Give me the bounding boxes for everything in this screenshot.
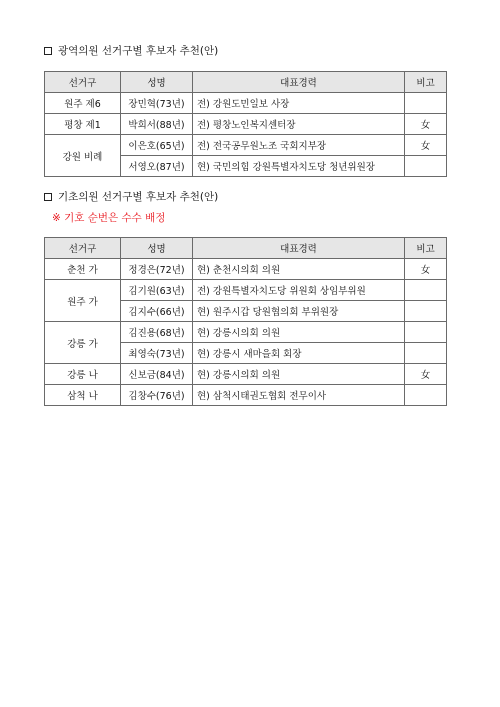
cell-name: 김지수(66년) (121, 301, 193, 322)
cell-name: 박희서(88년) (121, 114, 193, 135)
header-district: 선거구 (45, 238, 121, 259)
cell-career: 현) 원주시갑 당원협의회 부위원장 (193, 301, 405, 322)
cell-name: 장민혁(73년) (121, 93, 193, 114)
cell-note (405, 156, 447, 177)
table-row (45, 114, 447, 135)
cell-career: 전) 강원도민일보 사장 (193, 93, 405, 114)
cell-career: 현) 강릉시의회 의원 (193, 322, 405, 343)
cell-note (405, 343, 447, 364)
cell-district: 강릉 나 (45, 364, 121, 385)
section-title-metropolitan (44, 44, 218, 58)
cell-district: 원주 가 (45, 280, 121, 322)
cell-career: 전) 강원특별자치도당 위원회 상임부위원 (193, 280, 405, 301)
table-row (45, 93, 447, 114)
header-name: 성명 (121, 238, 193, 259)
cell-name: 김기원(63년) (121, 280, 193, 301)
header-career: 대표경력 (193, 72, 405, 93)
table-row (45, 322, 447, 343)
cell-career: 현) 강릉시의회 의원 (193, 364, 405, 385)
metropolitan-candidates-table (44, 71, 447, 177)
section-title-text: 기초의원 선거구별 후보자 추천(안) (58, 191, 219, 203)
cell-note (405, 93, 447, 114)
cell-career: 전) 전국공무원노조 국회지부장 (193, 135, 405, 156)
cell-career: 현) 춘천시의회 의원 (193, 259, 405, 280)
cell-career: 현) 삼척시태권도협회 전무이사 (193, 385, 405, 406)
cell-district: 삼척 나 (45, 385, 121, 406)
cell-district: 강원 비례 (45, 135, 121, 177)
table-row (45, 280, 447, 301)
cell-note (405, 301, 447, 322)
cell-district: 평창 제1 (45, 114, 121, 135)
cell-note (405, 280, 447, 301)
cell-district: 춘천 가 (45, 259, 121, 280)
ordering-note: ※ 기호 순번은 수수 배정 (52, 212, 166, 224)
section-title-local (44, 190, 218, 204)
header-career: 대표경력 (193, 238, 405, 259)
table-row (45, 385, 447, 406)
header-note: 비고 (405, 72, 447, 93)
cell-note (405, 322, 447, 343)
table-row (45, 259, 447, 280)
header-district: 선거구 (45, 72, 121, 93)
cell-name: 최영숙(73년) (121, 343, 193, 364)
checkbox-square-icon (44, 47, 52, 55)
table-row (45, 364, 447, 385)
header-name: 성명 (121, 72, 193, 93)
cell-note: 女 (405, 114, 447, 135)
checkbox-square-icon (44, 193, 52, 201)
section-title-text: 광역의원 선거구별 후보자 추천(안) (58, 45, 219, 57)
cell-name: 이은호(65년) (121, 135, 193, 156)
cell-note: 女 (405, 135, 447, 156)
cell-career: 현) 국민의힘 강원특별자치도당 청년위원장 (193, 156, 405, 177)
cell-note: 女 (405, 259, 447, 280)
cell-name: 신보금(84년) (121, 364, 193, 385)
local-candidates-table (44, 237, 447, 406)
cell-name: 정경은(72년) (121, 259, 193, 280)
cell-name: 서영오(87년) (121, 156, 193, 177)
cell-career: 전) 평창노인복지센터장 (193, 114, 405, 135)
cell-name: 김진용(68년) (121, 322, 193, 343)
cell-note (405, 385, 447, 406)
cell-district: 강릉 가 (45, 322, 121, 364)
header-note: 비고 (405, 238, 447, 259)
table-header-row (45, 238, 447, 259)
table-header-row (45, 72, 447, 93)
cell-name: 김창수(76년) (121, 385, 193, 406)
cell-district: 원주 제6 (45, 93, 121, 114)
table-row (45, 135, 447, 156)
cell-career: 현) 강릉시 새마을회 회장 (193, 343, 405, 364)
cell-note: 女 (405, 364, 447, 385)
